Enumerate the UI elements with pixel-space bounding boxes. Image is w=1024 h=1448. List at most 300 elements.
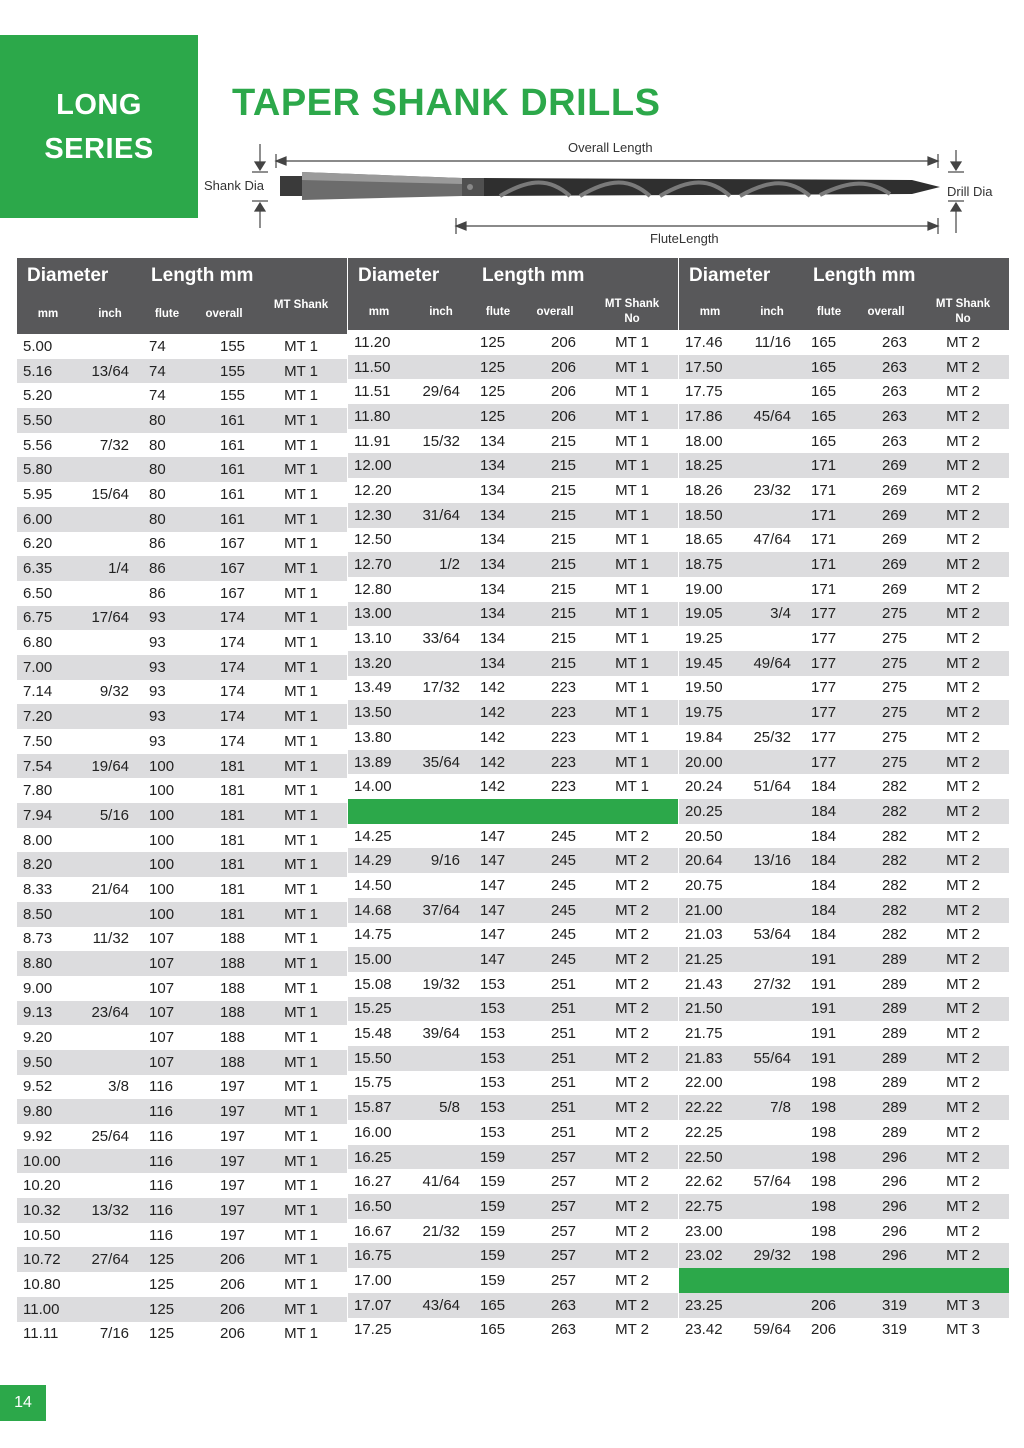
mm-cell: 19.05	[679, 602, 741, 627]
mt-cell: MT 1	[255, 457, 347, 482]
inch-cell: 11/16	[754, 333, 792, 351]
overall-cell: 245	[524, 848, 586, 873]
mm-cell: 13.10	[354, 630, 392, 648]
overall-cell: 223	[550, 679, 577, 697]
flute-cell: 177	[803, 700, 855, 725]
mm-cell: 11.80	[348, 404, 410, 429]
mm-cell: 20.75	[685, 876, 723, 894]
mt-cell: MT 2	[615, 1271, 649, 1289]
table-block-3	[678, 258, 1009, 1346]
table-row	[679, 997, 1009, 1022]
table-row	[679, 1243, 1009, 1268]
overall-cell: 161	[193, 507, 255, 532]
mt-shank-col-header: MT Shank No	[586, 294, 678, 330]
inch-cell: 7/16	[99, 1325, 130, 1343]
inch-cell: 27/32	[753, 975, 792, 993]
table-row	[348, 1219, 678, 1244]
mt-cell: MT 1	[284, 930, 318, 948]
inch-cell: 13/64	[79, 359, 141, 384]
table-row	[679, 404, 1009, 429]
mm-cell: 7.00	[17, 655, 79, 680]
flute-cell: 125	[141, 1297, 193, 1322]
mm-cell: 12.80	[354, 580, 392, 598]
inch-cell: 33/64	[422, 630, 461, 648]
overall-cell: 245	[550, 926, 577, 944]
flute-cell: 153	[480, 1074, 506, 1092]
inch-cell	[410, 355, 472, 380]
flute-cell: 142	[480, 728, 506, 746]
table-row	[348, 552, 678, 577]
inch-cell	[741, 355, 803, 380]
table-row	[679, 799, 1009, 824]
mm-cell: 9.92	[23, 1127, 53, 1145]
length-header: Length mm	[141, 258, 347, 294]
overall-cell: 275	[881, 679, 908, 697]
mm-cell: 23.02	[679, 1243, 741, 1268]
diameter-header: Diameter	[17, 258, 141, 294]
mt-cell: MT 2	[917, 503, 1009, 528]
mt-cell: MT 1	[586, 355, 678, 380]
table-row	[679, 355, 1009, 380]
table-row	[348, 1194, 678, 1219]
inch-cell	[410, 923, 472, 948]
overall-cell: 167	[193, 556, 255, 581]
mm-cell: 14.75	[354, 926, 392, 944]
table-block-2	[347, 258, 678, 1346]
mt-cell: MT 1	[615, 333, 649, 351]
inch-cell: 3/8	[108, 1078, 130, 1096]
table-row	[348, 898, 678, 923]
overall-cell: 257	[524, 1145, 586, 1170]
mt-cell: MT 2	[946, 1025, 980, 1043]
flute-cell: 206	[803, 1293, 855, 1318]
mm-cell: 17.75	[685, 383, 723, 401]
overall-cell: 263	[881, 383, 908, 401]
table-row	[348, 1046, 678, 1071]
mm-cell: 23.42	[685, 1321, 723, 1339]
table-row	[679, 1318, 1009, 1343]
mm-col-header: mm	[679, 294, 741, 330]
inch-cell	[79, 1297, 141, 1322]
flute-cell: 165	[480, 1321, 506, 1339]
flute-cell: 142	[472, 700, 524, 725]
mm-cell: 5.16	[17, 359, 79, 384]
table-row	[17, 630, 347, 655]
overall-cell: 269	[855, 503, 917, 528]
flute-cell: 116	[149, 1127, 173, 1145]
overall-cell: 269	[855, 552, 917, 577]
drill-dia-label: Drill Dia	[947, 184, 993, 199]
mt-cell: MT 1	[615, 383, 649, 401]
flute-cell: 171	[811, 531, 837, 549]
mt-cell: MT 2	[586, 1046, 678, 1071]
mt-cell: MT 2	[586, 947, 678, 972]
badge-line-2: SERIES	[44, 132, 154, 165]
flute-cell: 177	[803, 602, 855, 627]
mt-cell: MT 2	[586, 1194, 678, 1219]
overall-cell: 215	[550, 580, 577, 598]
mm-cell: 17.46	[685, 333, 723, 351]
mt-cell: MT 1	[586, 404, 678, 429]
flute-col-header: flute	[141, 294, 193, 334]
inch-cell	[410, 478, 472, 503]
flute-cell: 184	[803, 799, 855, 824]
mt-cell: MT 2	[946, 728, 980, 746]
table-row	[679, 528, 1009, 553]
overall-cell: 275	[855, 700, 917, 725]
diameter-header: Diameter	[679, 258, 803, 294]
mt-cell: MT 2	[917, 799, 1009, 824]
table-row	[679, 1145, 1009, 1170]
mt-cell: MT 1	[284, 485, 318, 503]
mt-cell: MT 2	[615, 975, 649, 993]
overall-cell: 251	[550, 1025, 577, 1043]
mm-cell: 7.20	[17, 704, 79, 729]
flute-cell: 191	[803, 1046, 855, 1071]
inch-cell: 15/32	[422, 432, 461, 450]
mt-cell: MT 2	[917, 1095, 1009, 1120]
mt-cell: MT 2	[586, 1095, 678, 1120]
table-row	[679, 1071, 1009, 1096]
table-row	[17, 1001, 347, 1026]
table-row	[679, 478, 1009, 503]
flute-cell: 165	[811, 383, 837, 401]
table-row	[679, 577, 1009, 602]
flute-cell: 107	[141, 951, 193, 976]
overall-cell: 251	[524, 997, 586, 1022]
table-row	[679, 750, 1009, 775]
inch-cell: 1/4	[79, 556, 141, 581]
mt-cell: MT 2	[586, 1293, 678, 1318]
overall-cell: 181	[193, 852, 255, 877]
mt-cell: MT 2	[946, 778, 980, 796]
flute-cell: 86	[149, 584, 166, 602]
inch-cell: 53/64	[753, 926, 792, 944]
overall-cell: 197	[219, 1226, 246, 1244]
mm-cell: 22.22	[679, 1095, 741, 1120]
flute-cell: 147	[480, 876, 506, 894]
flute-cell: 147	[472, 898, 524, 923]
overall-cell: 206	[550, 383, 577, 401]
overall-cell: 282	[855, 898, 917, 923]
overall-cell: 289	[881, 975, 908, 993]
table-row	[679, 923, 1009, 948]
mm-cell: 17.86	[679, 404, 741, 429]
table-row	[348, 429, 678, 454]
overall-cell: 282	[881, 876, 908, 894]
inch-cell	[410, 577, 472, 602]
overall-cell: 269	[881, 481, 908, 499]
table-row	[348, 602, 678, 627]
mm-cell: 16.00	[354, 1123, 392, 1141]
diameter-header: Diameter	[348, 258, 472, 294]
overall-cell: 251	[550, 975, 577, 993]
mt-cell: MT 1	[255, 556, 347, 581]
inch-cell	[79, 532, 141, 557]
table-row	[17, 927, 347, 952]
inch-cell: 21/64	[91, 880, 130, 898]
table-row	[348, 972, 678, 997]
flute-cell: 116	[149, 1177, 173, 1195]
mm-cell: 9.52	[23, 1078, 53, 1096]
inch-cell: 5/16	[79, 803, 141, 828]
mt-cell: MT 2	[946, 531, 980, 549]
overall-cell: 215	[550, 630, 577, 648]
flute-cell: 125	[472, 404, 524, 429]
mt-cell: MT 1	[615, 432, 649, 450]
mm-cell: 15.00	[348, 947, 410, 972]
flute-cell: 171	[811, 481, 837, 499]
overall-cell: 223	[524, 750, 586, 775]
overall-cell: 188	[219, 930, 246, 948]
page-title: TAPER SHANK DRILLS	[232, 82, 661, 124]
table-row	[348, 1169, 678, 1194]
overall-cell: 296	[855, 1243, 917, 1268]
mm-cell: 6.00	[17, 507, 79, 532]
mm-cell: 10.20	[23, 1177, 61, 1195]
overall-cell: 174	[193, 655, 255, 680]
mm-cell: 7.54	[17, 754, 79, 779]
mm-cell: 21.75	[685, 1025, 723, 1043]
flute-cell: 107	[149, 930, 175, 948]
mt-cell: MT 2	[586, 1243, 678, 1268]
mt-cell: MT 2	[917, 602, 1009, 627]
flute-cell: 125	[149, 1325, 175, 1343]
flute-cell: 86	[141, 556, 193, 581]
mm-cell: 14.68	[348, 898, 410, 923]
table-row	[17, 383, 347, 408]
flute-cell: 198	[811, 1074, 837, 1092]
mt-cell: MT 1	[586, 651, 678, 676]
overall-cell: 206	[219, 1325, 246, 1343]
table-row	[679, 379, 1009, 404]
mm-cell: 21.83	[679, 1046, 741, 1071]
inch-cell: 59/64	[753, 1321, 792, 1339]
inch-cell	[741, 1071, 803, 1096]
inch-cell: 27/64	[79, 1247, 141, 1272]
mt-cell: MT 2	[946, 679, 980, 697]
overall-cell: 289	[855, 1095, 917, 1120]
table-row	[679, 1169, 1009, 1194]
flute-cell: 198	[811, 1222, 837, 1240]
table-row	[679, 1046, 1009, 1071]
drill-tables	[17, 258, 1007, 1346]
mm-cell: 13.20	[348, 651, 410, 676]
table-row	[679, 1120, 1009, 1145]
table-row	[17, 606, 347, 631]
inch-cell	[79, 729, 141, 754]
inch-cell	[741, 1293, 803, 1318]
flute-cell: 80	[141, 507, 193, 532]
mm-cell: 8.73	[23, 930, 53, 948]
mm-cell: 19.75	[679, 700, 741, 725]
inch-cell: 1/2	[410, 552, 472, 577]
inch-cell: 17/64	[79, 606, 141, 631]
drill-table	[348, 258, 678, 1342]
mt-cell: MT 2	[917, 700, 1009, 725]
inch-cell	[741, 799, 803, 824]
mm-cell: 10.80	[23, 1275, 61, 1293]
table-row	[679, 453, 1009, 478]
mt-cell: MT 2	[586, 997, 678, 1022]
inch-cell	[410, 824, 472, 849]
inch-cell: 41/64	[422, 1173, 461, 1191]
mt-cell: MT 1	[255, 852, 347, 877]
mm-cell: 8.80	[17, 951, 79, 976]
overall-col-header: overall	[524, 294, 586, 330]
flute-cell: 177	[811, 728, 837, 746]
mt-cell: MT 1	[284, 732, 318, 750]
overall-cell: 289	[881, 1025, 908, 1043]
mm-cell: 7.94	[17, 803, 79, 828]
shank-dia-label: Shank Dia	[204, 178, 264, 193]
mt-cell: MT 1	[255, 1149, 347, 1174]
overall-cell: 161	[219, 485, 246, 503]
flute-cell: 116	[141, 1099, 193, 1124]
table-row	[348, 997, 678, 1022]
flute-cell: 165	[472, 1293, 524, 1318]
mm-cell: 5.20	[23, 387, 53, 405]
mt-cell: MT 2	[946, 827, 980, 845]
mt-cell: MT 2	[615, 1025, 649, 1043]
inch-cell	[741, 453, 803, 478]
inch-cell	[410, 947, 472, 972]
flute-cell: 80	[149, 436, 166, 454]
inch-cell: 3/4	[741, 602, 803, 627]
mt-cell: MT 2	[917, 651, 1009, 676]
overall-cell: 275	[855, 651, 917, 676]
mt-cell: MT 1	[255, 704, 347, 729]
overall-cell: 161	[193, 408, 255, 433]
inch-cell	[79, 581, 141, 606]
inch-cell	[79, 383, 141, 408]
mt-cell: MT 2	[946, 580, 980, 598]
table-row	[17, 902, 347, 927]
drill-illustration	[200, 138, 1010, 253]
mt-cell: MT 2	[917, 848, 1009, 873]
mm-cell: 8.20	[17, 852, 79, 877]
table-row	[17, 1124, 347, 1149]
overall-cell: 289	[855, 997, 917, 1022]
inch-cell	[79, 408, 141, 433]
overall-cell: 245	[550, 876, 577, 894]
flute-cell: 177	[803, 651, 855, 676]
inch-cell	[410, 404, 472, 429]
mt-cell: MT 1	[284, 979, 318, 997]
flute-cell: 125	[472, 355, 524, 380]
overall-cell: 282	[855, 799, 917, 824]
mm-cell: 7.50	[23, 732, 53, 750]
flute-cell: 184	[811, 876, 837, 894]
table-row	[348, 676, 678, 701]
table-row	[679, 774, 1009, 799]
table-row	[17, 1272, 347, 1297]
table-row	[348, 947, 678, 972]
inch-cell	[79, 457, 141, 482]
flute-cell: 86	[149, 535, 166, 553]
flute-cell: 74	[141, 359, 193, 384]
flute-cell: 93	[141, 655, 193, 680]
mt-cell: MT 2	[917, 750, 1009, 775]
table-row	[679, 824, 1009, 849]
mt-cell: MT 1	[255, 408, 347, 433]
inch-cell: 11/32	[92, 930, 130, 948]
overall-cell: 251	[550, 1123, 577, 1141]
inch-cell: 57/64	[753, 1173, 792, 1191]
table-row	[17, 828, 347, 853]
table-row	[348, 1120, 678, 1145]
mm-cell: 20.64	[679, 848, 741, 873]
mt-cell: MT 1	[586, 552, 678, 577]
overall-cell: 215	[524, 453, 586, 478]
flute-cell: 198	[803, 1095, 855, 1120]
mm-cell: 18.65	[685, 531, 723, 549]
inch-cell	[741, 1120, 803, 1145]
overall-cell: 296	[881, 1222, 908, 1240]
overall-cell: 181	[219, 880, 246, 898]
inch-cell	[79, 655, 141, 680]
flute-cell: 147	[472, 947, 524, 972]
table-row	[17, 803, 347, 828]
mm-cell: 16.27	[354, 1173, 392, 1191]
flute-cell: 134	[480, 432, 506, 450]
table-row	[17, 482, 347, 507]
flute-cell: 165	[811, 333, 837, 351]
flute-col-header: flute	[803, 294, 855, 330]
mt-cell: MT 2	[586, 898, 678, 923]
mt-shank-col-header: MT Shank	[255, 294, 347, 334]
flute-cell: 134	[480, 630, 506, 648]
inch-cell	[741, 1021, 803, 1046]
mt-cell: MT 2	[615, 1173, 649, 1191]
overall-cell: 188	[219, 979, 246, 997]
flute-cell: 198	[803, 1194, 855, 1219]
flute-col-header: flute	[472, 294, 524, 330]
inch-cell: 47/64	[753, 531, 792, 549]
mm-cell: 6.20	[23, 535, 53, 553]
mm-cell: 7.14	[23, 683, 53, 701]
flute-cell: 159	[472, 1145, 524, 1170]
inch-cell	[741, 676, 803, 701]
mt-cell: MT 1	[284, 634, 318, 652]
mm-cell: 11.50	[348, 355, 410, 380]
mt-cell: MT 2	[946, 630, 980, 648]
mm-cell: 19.50	[685, 679, 723, 697]
mm-cell: 17.07	[348, 1293, 410, 1318]
table-row	[17, 778, 347, 803]
mm-cell: 9.80	[17, 1099, 79, 1124]
flute-cell: 125	[149, 1275, 175, 1293]
flute-cell: 159	[480, 1222, 506, 1240]
mm-cell: 11.11	[23, 1325, 59, 1343]
overall-cell: 282	[881, 778, 908, 796]
table-row	[17, 1322, 347, 1347]
flute-cell: 116	[149, 1226, 173, 1244]
mm-cell: 20.24	[685, 778, 723, 796]
flute-cell: 116	[141, 1149, 193, 1174]
mm-cell: 11.20	[354, 333, 391, 351]
flute-cell: 134	[472, 503, 524, 528]
flute-cell: 134	[480, 580, 506, 598]
inch-cell	[410, 774, 472, 799]
overall-cell: 188	[219, 1029, 246, 1047]
mm-cell: 16.25	[348, 1145, 410, 1170]
table-block-1	[17, 258, 347, 1346]
inch-cell: 13/16	[741, 848, 803, 873]
mt-cell: MT 2	[586, 848, 678, 873]
mm-cell: 10.50	[23, 1226, 61, 1244]
overall-cell: 197	[193, 1099, 255, 1124]
